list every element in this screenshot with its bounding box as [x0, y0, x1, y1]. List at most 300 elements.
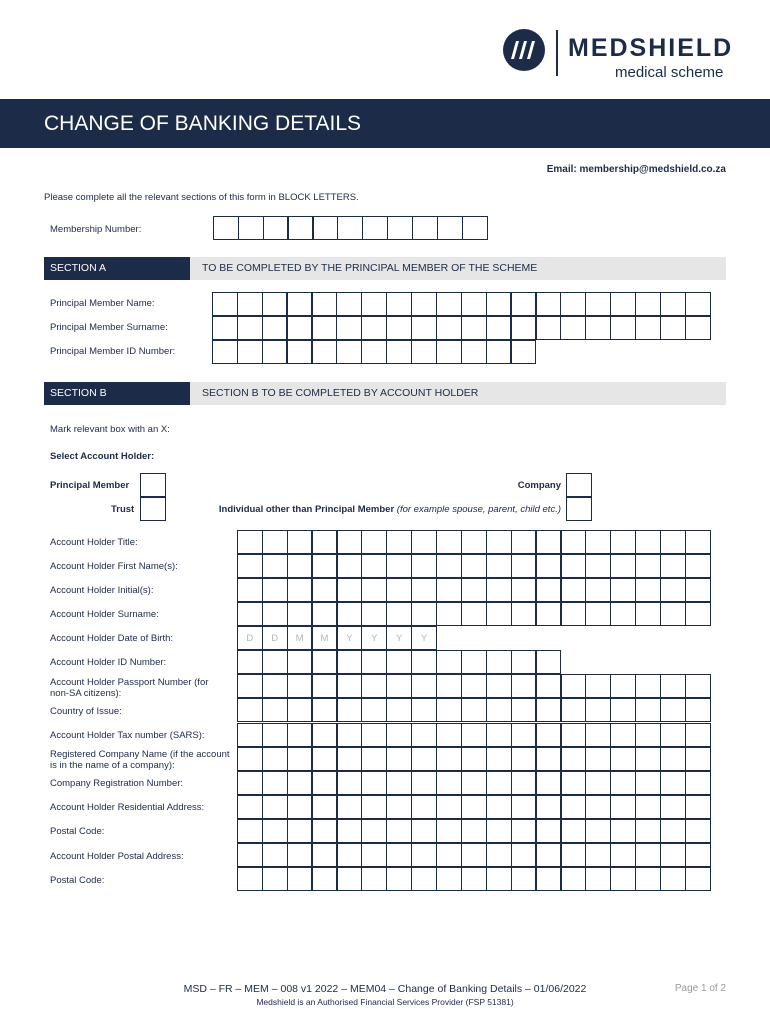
character-box[interactable] — [411, 819, 437, 843]
character-box[interactable] — [362, 216, 388, 240]
character-box[interactable] — [635, 530, 661, 554]
tax-number-input[interactable] — [237, 723, 711, 747]
character-box[interactable] — [287, 530, 313, 554]
character-box[interactable] — [486, 292, 512, 316]
character-box[interactable] — [312, 530, 338, 554]
character-box[interactable] — [262, 698, 288, 722]
character-box[interactable] — [361, 578, 387, 602]
character-box[interactable] — [361, 723, 387, 747]
character-box[interactable] — [263, 216, 289, 240]
character-box[interactable] — [312, 340, 338, 364]
character-box[interactable] — [610, 316, 636, 340]
character-box[interactable] — [585, 698, 611, 722]
character-box[interactable] — [685, 747, 711, 771]
character-box[interactable] — [610, 674, 636, 698]
character-box[interactable] — [610, 292, 636, 316]
character-box[interactable] — [635, 771, 661, 795]
character-box[interactable] — [585, 819, 611, 843]
character-box[interactable] — [536, 650, 562, 674]
character-box[interactable] — [660, 723, 686, 747]
principal-member-checkbox[interactable] — [140, 473, 166, 497]
character-box[interactable] — [237, 554, 263, 578]
character-box[interactable] — [336, 340, 362, 364]
character-box[interactable] — [361, 795, 387, 819]
character-box[interactable] — [461, 316, 487, 340]
character-box[interactable] — [610, 554, 636, 578]
character-box[interactable] — [312, 819, 338, 843]
character-box[interactable] — [610, 530, 636, 554]
character-box[interactable] — [436, 316, 462, 340]
character-box[interactable] — [411, 843, 437, 867]
character-box[interactable] — [536, 795, 562, 819]
character-box[interactable] — [237, 530, 263, 554]
id-number-input[interactable] — [237, 650, 561, 674]
character-box[interactable] — [635, 316, 661, 340]
character-box[interactable] — [386, 554, 412, 578]
character-box[interactable] — [361, 292, 387, 316]
character-box[interactable] — [685, 554, 711, 578]
character-box[interactable] — [511, 578, 537, 602]
character-box[interactable] — [411, 530, 437, 554]
character-box[interactable] — [361, 747, 387, 771]
character-box[interactable] — [312, 795, 338, 819]
character-box[interactable] — [386, 602, 412, 626]
character-box[interactable] — [262, 674, 288, 698]
character-box[interactable] — [238, 216, 264, 240]
character-box[interactable] — [287, 795, 313, 819]
individual-checkbox[interactable] — [566, 497, 592, 521]
character-box[interactable] — [287, 867, 313, 891]
character-box[interactable] — [660, 747, 686, 771]
character-box[interactable] — [386, 867, 412, 891]
character-box[interactable] — [511, 771, 537, 795]
residential-postal-code-input[interactable] — [237, 843, 711, 867]
trust-checkbox[interactable] — [140, 497, 166, 521]
character-box[interactable] — [337, 674, 363, 698]
character-box[interactable] — [660, 795, 686, 819]
character-box[interactable] — [386, 698, 412, 722]
character-box[interactable] — [287, 340, 313, 364]
character-box[interactable] — [511, 292, 537, 316]
character-box[interactable] — [585, 292, 611, 316]
character-box[interactable] — [387, 216, 413, 240]
character-box[interactable] — [635, 602, 661, 626]
character-box[interactable] — [685, 698, 711, 722]
character-box[interactable] — [685, 771, 711, 795]
character-box[interactable] — [461, 292, 487, 316]
dob-box[interactable]: Y — [386, 626, 412, 650]
postal-address-input[interactable] — [237, 867, 711, 891]
character-box[interactable] — [685, 819, 711, 843]
character-box[interactable] — [212, 316, 238, 340]
character-box[interactable] — [386, 340, 412, 364]
character-box[interactable] — [337, 578, 363, 602]
character-box[interactable] — [610, 698, 636, 722]
character-box[interactable] — [511, 650, 537, 674]
character-box[interactable] — [287, 650, 313, 674]
character-box[interactable] — [610, 819, 636, 843]
character-box[interactable] — [436, 650, 462, 674]
character-box[interactable] — [461, 867, 487, 891]
character-box[interactable] — [262, 795, 288, 819]
character-box[interactable] — [660, 674, 686, 698]
character-box[interactable] — [436, 602, 462, 626]
character-box[interactable] — [660, 578, 686, 602]
character-box[interactable] — [361, 698, 387, 722]
character-box[interactable] — [336, 292, 362, 316]
character-box[interactable] — [436, 867, 462, 891]
character-box[interactable] — [361, 554, 387, 578]
character-box[interactable] — [436, 843, 462, 867]
character-box[interactable] — [361, 316, 387, 340]
character-box[interactable] — [237, 795, 263, 819]
character-box[interactable] — [486, 578, 512, 602]
character-box[interactable] — [511, 819, 537, 843]
character-box[interactable] — [337, 723, 363, 747]
character-box[interactable] — [461, 795, 487, 819]
character-box[interactable] — [436, 292, 462, 316]
character-box[interactable] — [411, 867, 437, 891]
character-box[interactable] — [635, 867, 661, 891]
character-box[interactable] — [486, 554, 512, 578]
character-box[interactable] — [685, 602, 711, 626]
character-box[interactable] — [386, 819, 412, 843]
character-box[interactable] — [386, 650, 412, 674]
character-box[interactable] — [561, 819, 587, 843]
character-box[interactable] — [610, 843, 636, 867]
first-names-input[interactable] — [237, 554, 711, 578]
character-box[interactable] — [386, 530, 412, 554]
character-box[interactable] — [461, 340, 487, 364]
character-box[interactable] — [312, 843, 338, 867]
character-box[interactable] — [660, 843, 686, 867]
character-box[interactable] — [486, 747, 512, 771]
character-box[interactable] — [411, 771, 437, 795]
character-box[interactable] — [411, 292, 437, 316]
character-box[interactable] — [337, 867, 363, 891]
character-box[interactable] — [361, 771, 387, 795]
character-box[interactable] — [386, 795, 412, 819]
character-box[interactable] — [536, 316, 562, 340]
character-box[interactable] — [386, 771, 412, 795]
character-box[interactable] — [386, 747, 412, 771]
character-box[interactable] — [685, 316, 711, 340]
character-box[interactable] — [287, 578, 313, 602]
character-box[interactable] — [337, 650, 363, 674]
character-box[interactable] — [262, 819, 288, 843]
character-box[interactable] — [411, 602, 437, 626]
character-box[interactable] — [536, 698, 562, 722]
character-box[interactable] — [635, 795, 661, 819]
character-box[interactable] — [660, 602, 686, 626]
character-box[interactable] — [461, 843, 487, 867]
character-box[interactable] — [511, 867, 537, 891]
initials-input[interactable] — [237, 578, 711, 602]
character-box[interactable] — [386, 292, 412, 316]
character-box[interactable] — [361, 340, 387, 364]
character-box[interactable] — [585, 316, 611, 340]
character-box[interactable] — [361, 843, 387, 867]
character-box[interactable] — [436, 578, 462, 602]
character-box[interactable] — [635, 723, 661, 747]
character-box[interactable] — [585, 723, 611, 747]
character-box[interactable] — [685, 674, 711, 698]
character-box[interactable] — [287, 674, 313, 698]
character-box[interactable] — [262, 723, 288, 747]
character-box[interactable] — [635, 578, 661, 602]
character-box[interactable] — [337, 819, 363, 843]
character-box[interactable] — [660, 698, 686, 722]
character-box[interactable] — [536, 602, 562, 626]
character-box[interactable] — [536, 747, 562, 771]
character-box[interactable] — [312, 747, 338, 771]
character-box[interactable] — [436, 674, 462, 698]
character-box[interactable] — [337, 795, 363, 819]
character-box[interactable] — [610, 723, 636, 747]
character-box[interactable] — [561, 843, 587, 867]
character-box[interactable] — [386, 316, 412, 340]
character-box[interactable] — [411, 723, 437, 747]
character-box[interactable] — [411, 650, 437, 674]
date-of-birth-input[interactable] — [237, 626, 437, 650]
character-box[interactable] — [486, 602, 512, 626]
character-box[interactable] — [461, 650, 487, 674]
character-box[interactable] — [312, 292, 338, 316]
character-box[interactable] — [337, 698, 363, 722]
character-box[interactable] — [561, 602, 587, 626]
character-box[interactable] — [561, 771, 587, 795]
character-box[interactable] — [585, 602, 611, 626]
character-box[interactable] — [237, 723, 263, 747]
character-box[interactable] — [511, 602, 537, 626]
character-box[interactable] — [313, 216, 339, 240]
character-box[interactable] — [536, 867, 562, 891]
character-box[interactable] — [511, 530, 537, 554]
character-box[interactable] — [436, 771, 462, 795]
character-box[interactable] — [287, 554, 313, 578]
character-box[interactable] — [237, 650, 263, 674]
character-box[interactable] — [436, 723, 462, 747]
character-box[interactable] — [287, 747, 313, 771]
character-box[interactable] — [436, 530, 462, 554]
character-box[interactable] — [436, 747, 462, 771]
character-box[interactable] — [486, 843, 512, 867]
character-box[interactable] — [288, 216, 314, 240]
character-box[interactable] — [585, 554, 611, 578]
dob-box[interactable]: M — [287, 626, 313, 650]
character-box[interactable] — [685, 843, 711, 867]
character-box[interactable] — [610, 771, 636, 795]
character-box[interactable] — [361, 602, 387, 626]
character-box[interactable] — [237, 819, 263, 843]
membership-number-input[interactable] — [213, 216, 488, 240]
character-box[interactable] — [660, 771, 686, 795]
character-box[interactable] — [585, 747, 611, 771]
character-box[interactable] — [213, 216, 239, 240]
character-box[interactable] — [561, 674, 587, 698]
character-box[interactable] — [660, 867, 686, 891]
character-box[interactable] — [585, 530, 611, 554]
character-box[interactable] — [237, 698, 263, 722]
character-box[interactable] — [237, 578, 263, 602]
character-box[interactable] — [262, 316, 288, 340]
character-box[interactable] — [361, 819, 387, 843]
character-box[interactable] — [436, 340, 462, 364]
character-box[interactable] — [287, 698, 313, 722]
character-box[interactable] — [287, 723, 313, 747]
character-box[interactable] — [610, 867, 636, 891]
company-checkbox[interactable] — [566, 473, 592, 497]
character-box[interactable] — [635, 292, 661, 316]
character-box[interactable] — [337, 530, 363, 554]
character-box[interactable] — [561, 747, 587, 771]
passport-number-input[interactable] — [237, 674, 711, 698]
character-box[interactable] — [237, 602, 263, 626]
character-box[interactable] — [411, 674, 437, 698]
character-box[interactable] — [635, 554, 661, 578]
character-box[interactable] — [386, 674, 412, 698]
character-box[interactable] — [685, 578, 711, 602]
character-box[interactable] — [361, 867, 387, 891]
character-box[interactable] — [635, 674, 661, 698]
company-name-input-row1[interactable] — [237, 747, 711, 771]
character-box[interactable] — [436, 554, 462, 578]
character-box[interactable] — [511, 747, 537, 771]
character-box[interactable] — [337, 747, 363, 771]
character-box[interactable] — [560, 292, 586, 316]
character-box[interactable] — [361, 674, 387, 698]
character-box[interactable] — [561, 795, 587, 819]
character-box[interactable] — [486, 340, 512, 364]
character-box[interactable] — [262, 867, 288, 891]
character-box[interactable] — [262, 843, 288, 867]
character-box[interactable] — [312, 674, 338, 698]
character-box[interactable] — [287, 316, 313, 340]
character-box[interactable] — [461, 819, 487, 843]
character-box[interactable] — [361, 530, 387, 554]
character-box[interactable] — [312, 578, 338, 602]
character-box[interactable] — [212, 340, 238, 364]
character-box[interactable] — [312, 723, 338, 747]
character-box[interactable] — [635, 819, 661, 843]
dob-box[interactable]: D — [262, 626, 288, 650]
character-box[interactable] — [386, 843, 412, 867]
character-box[interactable] — [337, 843, 363, 867]
character-box[interactable] — [536, 530, 562, 554]
dob-box[interactable]: Y — [361, 626, 387, 650]
character-box[interactable] — [262, 771, 288, 795]
character-box[interactable] — [462, 216, 488, 240]
character-box[interactable] — [536, 674, 562, 698]
character-box[interactable] — [610, 602, 636, 626]
character-box[interactable] — [287, 843, 313, 867]
character-box[interactable] — [411, 554, 437, 578]
character-box[interactable] — [411, 698, 437, 722]
character-box[interactable] — [461, 771, 487, 795]
character-box[interactable] — [461, 578, 487, 602]
character-box[interactable] — [312, 602, 338, 626]
character-box[interactable] — [536, 723, 562, 747]
character-box[interactable] — [287, 292, 313, 316]
character-box[interactable] — [237, 316, 263, 340]
character-box[interactable] — [287, 771, 313, 795]
dob-box[interactable]: Y — [411, 626, 437, 650]
company-registration-input[interactable] — [237, 795, 711, 819]
character-box[interactable] — [411, 578, 437, 602]
character-box[interactable] — [685, 292, 711, 316]
character-box[interactable] — [361, 650, 387, 674]
character-box[interactable] — [436, 795, 462, 819]
principal-id-input[interactable] — [212, 340, 536, 364]
character-box[interactable] — [585, 674, 611, 698]
account-holder-title-input[interactable] — [237, 530, 711, 554]
character-box[interactable] — [486, 674, 512, 698]
character-box[interactable] — [461, 698, 487, 722]
character-box[interactable] — [237, 674, 263, 698]
country-of-issue-input[interactable] — [237, 698, 711, 722]
character-box[interactable] — [461, 602, 487, 626]
character-box[interactable] — [312, 771, 338, 795]
character-box[interactable] — [437, 216, 463, 240]
character-box[interactable] — [536, 819, 562, 843]
character-box[interactable] — [386, 578, 412, 602]
residential-address-input[interactable] — [237, 819, 711, 843]
character-box[interactable] — [511, 554, 537, 578]
character-box[interactable] — [262, 578, 288, 602]
character-box[interactable] — [411, 340, 437, 364]
character-box[interactable] — [461, 530, 487, 554]
character-box[interactable] — [511, 340, 537, 364]
character-box[interactable] — [585, 867, 611, 891]
character-box[interactable] — [660, 316, 686, 340]
character-box[interactable] — [461, 747, 487, 771]
character-box[interactable] — [511, 316, 537, 340]
character-box[interactable] — [262, 747, 288, 771]
character-box[interactable] — [486, 867, 512, 891]
character-box[interactable] — [287, 819, 313, 843]
character-box[interactable] — [237, 292, 263, 316]
character-box[interactable] — [585, 795, 611, 819]
character-box[interactable] — [561, 698, 587, 722]
character-box[interactable] — [635, 843, 661, 867]
character-box[interactable] — [610, 795, 636, 819]
character-box[interactable] — [660, 530, 686, 554]
character-box[interactable] — [560, 316, 586, 340]
character-box[interactable] — [436, 698, 462, 722]
character-box[interactable] — [685, 795, 711, 819]
character-box[interactable] — [511, 843, 537, 867]
principal-surname-input[interactable] — [212, 316, 711, 340]
character-box[interactable] — [486, 530, 512, 554]
character-box[interactable] — [386, 723, 412, 747]
character-box[interactable] — [561, 578, 587, 602]
character-box[interactable] — [685, 867, 711, 891]
character-box[interactable] — [287, 602, 313, 626]
dob-box[interactable]: D — [237, 626, 263, 650]
character-box[interactable] — [337, 771, 363, 795]
character-box[interactable] — [412, 216, 438, 240]
surname-input[interactable] — [237, 602, 711, 626]
character-box[interactable] — [411, 795, 437, 819]
character-box[interactable] — [486, 316, 512, 340]
character-box[interactable] — [536, 771, 562, 795]
character-box[interactable] — [312, 650, 338, 674]
character-box[interactable] — [536, 292, 562, 316]
character-box[interactable] — [660, 292, 686, 316]
character-box[interactable] — [262, 650, 288, 674]
character-box[interactable] — [660, 819, 686, 843]
character-box[interactable] — [536, 554, 562, 578]
